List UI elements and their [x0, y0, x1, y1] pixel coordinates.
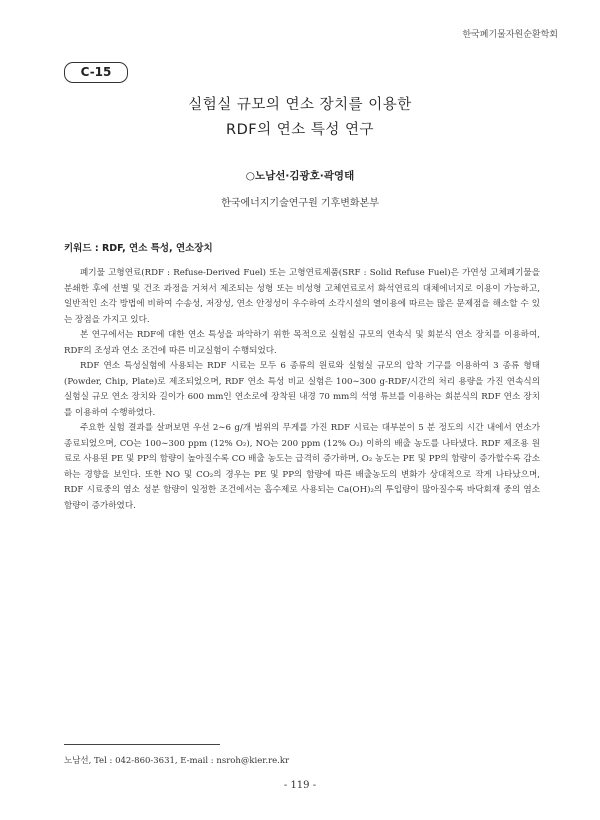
title-line-2: RDF의 연소 특성 연구	[226, 122, 374, 138]
keywords: 키워드 : RDF, 연소 특성, 연소장치	[64, 243, 213, 254]
author-list: ○노남선·김광호·곽영태	[245, 170, 355, 182]
abstract-paragraph: 폐기물 고형연료(RDF : Refuse-Derived Fuel) 또는 고형연료제품(SRF : Solid Refuse Fuel)은 가연성 고체폐기물을 분쇄한 후에 선별 및 건조 과정을 거쳐서 제조되는 성형 또는 비성형 고체연료로서 화석연료의 대체에너지로 이용이 가능하고, 일반적인 소각 방법에 비하여 수송성, 저장성, 연소 안정성이 우수하여 소각시설의 열이용에 따르는 많은 문제점을 해소할 수 있는 장점을 가지고 있다.	[64, 268, 540, 325]
abstract-paragraph: RDF 연소 특성실험에 사용되는 RDF 시료는 모두 6 종류의 원료와 실험실 규모의 압착 기구를 이용하여 3 종류 형태(Powder, Chip, Plate)로 제조되었으며, RDF 연소 특성 비교 실험은 100∼300 g-RDF/시간의 처리 용량을 가진 연속식의 실험실 규모 연소 장치와 길이가 600 mm인 연소로에 장착된 내경 70 mm의 석영 튜브를 이용하는 회분식의 RDF 연소 장치를 이용하여 수행하였다.	[64, 361, 540, 418]
page-number: - 119 -	[283, 780, 317, 791]
society-header: 한국폐기물자원순환학회	[462, 30, 558, 40]
abstract-paragraph: 본 연구에서는 RDF에 대한 연소 특성을 파악하기 위한 목적으로 실험실 규모의 연속식 및 회분식 연소 장치를 이용하여, RDF의 조성과 연소 조건에 따른 비교실험이 수행되었다.	[64, 330, 540, 356]
paper-code-badge: C-15	[64, 62, 128, 83]
affiliation: 한국에너지기술연구원 기후변화본부	[221, 198, 379, 209]
paper-title	[0, 93, 600, 143]
abstract-body	[64, 266, 540, 514]
abstract-paragraph: 주요한 실험 결과를 살펴보면 우선 2∼6 g/개 범위의 무게를 가진 RDF 시료는 대부분이 5 분 정도의 시간 내에서 연소가 종료되었으며, CO는 100∼300 ppm (12% O₂), NO는 200 ppm (12% O₂) 이하의 배출 농도를 나타냈다. RDF 제조용 원료로 사용된 PE 및 PP의 함량이 높아질수록 CO 배출 농도는 급격히 증가하며, O₂ 농도는 PE 및 PP의 함량이 증가할수록 감소하는 경향을 보인다. 또한 NO 및 CO₂의 경우는 PE 및 PP의 함량에 따른 배출농도의 변화가 상대적으로 작게 나타났으며, RDF 시료중의 염소 성분 함량이 일정한 조건에서는 흡수제로 사용되는 Ca(OH)₂의 투입량이 많아질수록 바닥회재 중의 염소 함량이 증가하였다.	[64, 423, 540, 511]
corresponding-author-footnote: 노남선, Tel : 042-860-3631, E-mail : nsroh@kier.re.kr	[64, 756, 290, 766]
footnote-divider	[64, 744, 220, 745]
title-line-1: 실험실 규모의 연소 장치를 이용한	[188, 97, 412, 113]
